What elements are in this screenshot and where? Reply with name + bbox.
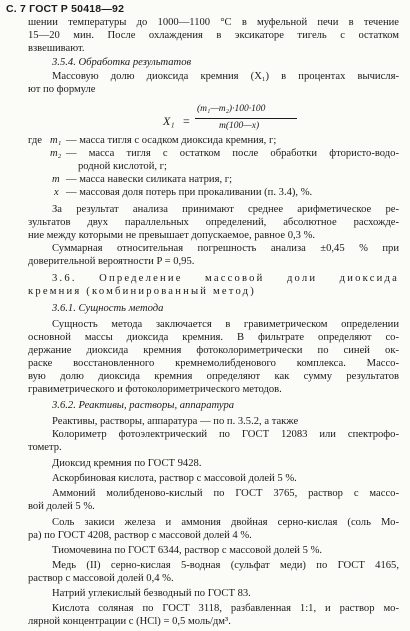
section-heading-3-6-1: 3.6.1. Сущность метода bbox=[52, 303, 164, 314]
text-line: взвешивают. bbox=[28, 43, 85, 54]
formula-fraction-bar bbox=[195, 118, 297, 119]
text-line: Реактивы, растворы, аппаратура — по п. 3.5.2, а также bbox=[52, 416, 299, 427]
text-line: зультатов двух параллельных определений, абсолютное расхожде- bbox=[28, 217, 399, 228]
text-line: Сущность метода заключается в гравиметрическом определении bbox=[52, 319, 399, 330]
definition-text: — масса тигля с осадком диоксида кремния, г; bbox=[66, 135, 277, 146]
definition-symbol: x bbox=[54, 187, 59, 198]
definition-symbol: m₂ bbox=[50, 148, 62, 159]
text-line: тометр. bbox=[28, 442, 62, 453]
definition-lead: где bbox=[28, 135, 42, 146]
formula-lhs: X₁ bbox=[163, 114, 175, 128]
text-line: Суммарная относительная погрешность анализа ±0,45 % при bbox=[52, 243, 399, 254]
text-line: Диоксид кремния по ГОСТ 9428. bbox=[52, 458, 202, 469]
text-line: Аскорбиновая кислота, раствор с массовой долей 5 %. bbox=[52, 473, 297, 484]
formula-x1 bbox=[163, 104, 323, 138]
text-line: 15—20 мин. После охлаждения в эксикаторе тигель с остатком bbox=[28, 30, 399, 41]
section-heading-3-5-4: 3.5.4. Обработка результатов bbox=[52, 57, 192, 68]
definition-text: родной кислотой, г; bbox=[78, 161, 167, 172]
text-line: ют по формуле bbox=[28, 84, 96, 95]
text-line: ние между которыми не превышает допускаемое, равное 0,3 %. bbox=[28, 230, 316, 241]
formula-denominator: m(100—x) bbox=[219, 121, 260, 131]
formula-numerator: (m₁—m₂)·100·100 bbox=[197, 104, 266, 114]
text-line: Соль закиси железа и аммония двойная серно-кислая (соль Мо- bbox=[52, 517, 399, 528]
section-heading-3-6-2: 3.6.2. Реактивы, растворы, аппаратура bbox=[52, 400, 235, 411]
text-line: раске восстановленного кремнемолибденового комплекса. Массо- bbox=[28, 358, 399, 369]
text-line: Медь (II) серно-кислая 5-водная (сульфат меди) по ГОСТ 4165, bbox=[52, 560, 399, 571]
text-line: Кислота соляная по ГОСТ 3118, разбавленная 1:1, и раствор мо- bbox=[52, 603, 399, 614]
text-line: шении температуры до 1000—1100 °С в муфельной печи в течение bbox=[28, 17, 399, 28]
text-line: гравиметрического и фотоколориметрического методов. bbox=[28, 384, 282, 395]
text-line: основной массы диоксида кремния. В фильтрате определяют со- bbox=[28, 332, 399, 343]
text-line: За результат анализа принимают среднее арифметическое ре- bbox=[52, 204, 399, 215]
definition-symbol: m₁ bbox=[50, 135, 62, 146]
section-heading-3-6: 3.6. Определение массовой доли диоксида bbox=[52, 273, 399, 284]
text-line: вой долей 5 %. bbox=[28, 501, 95, 512]
page-header: С. 7 ГОСТ Р 50418—92 bbox=[6, 3, 125, 15]
text-line: держание диоксида кремния фотоколориметрически по синей ок- bbox=[28, 345, 399, 356]
definition-text: — массовая доля потерь при прокаливании (п. 3.4), %. bbox=[66, 187, 313, 198]
text-line: лярной концентрации c (HCl) = 0,5 моль/дм³. bbox=[28, 616, 231, 627]
text-line: Натрий углекислый безводный по ГОСТ 83. bbox=[52, 588, 251, 599]
text-line: Тиомочевина по ГОСТ 6344, раствор с массовой долей 5 %. bbox=[52, 545, 323, 556]
formula-equals: = bbox=[183, 114, 190, 128]
text-line: вую долю диоксида кремния определяют как сумму результатов bbox=[28, 371, 399, 382]
section-heading-3-6-cont: кремния (комбинированный метод) bbox=[28, 286, 256, 297]
definition-symbol: m bbox=[52, 174, 60, 185]
text-line: доверительной вероятности P = 0,95. bbox=[28, 256, 195, 267]
text-line: ра) по ГОСТ 4208, раствор с массовой долей 4 %. bbox=[28, 530, 252, 541]
text-line: Колориметр фотоэлектрический по ГОСТ 12083 или спектрофо- bbox=[52, 429, 399, 440]
definition-text: — масса тигля с остатком после обработки фтористо-водо- bbox=[66, 148, 399, 159]
text-line: раствор с массовой долей 0,4 %. bbox=[28, 573, 174, 584]
text-line: Аммоний молибденово-кислый по ГОСТ 3765, раствор с массо- bbox=[52, 488, 399, 499]
text-line: Массовую долю диоксида кремния (X₁) в процентах вычисля- bbox=[52, 71, 399, 82]
definition-text: — масса навески силиката натрия, г; bbox=[66, 174, 233, 185]
